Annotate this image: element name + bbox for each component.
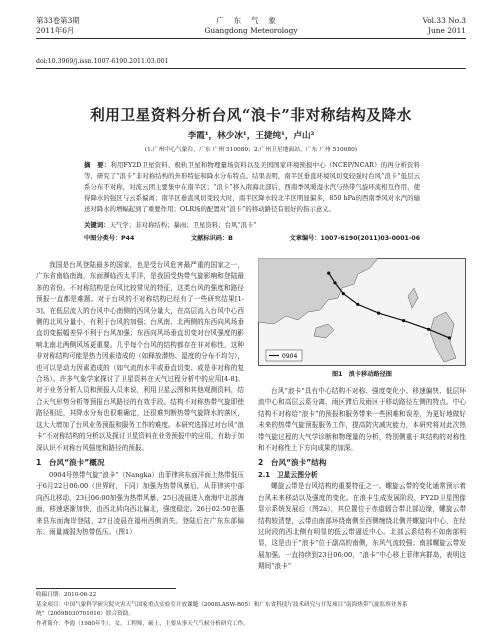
track-map [258, 258, 466, 366]
keywords-label: 关键词： [84, 221, 110, 229]
abstract [84, 160, 420, 215]
received-date: 收稿日期：2010-06-22 [36, 592, 97, 598]
document-code: 文献标识码：B [191, 235, 233, 242]
track-point [377, 312, 380, 315]
header-volume: Vol.33 No.3 June 2011 [422, 16, 466, 35]
track-point [342, 292, 345, 295]
track-point [448, 336, 451, 339]
intro-paragraph-continued: 台风“浪卡”具有中心结构不对称、强度变化小、移速偏快、低层环流中心和高层云系分离、雨区滞后及雨区于移动路径左侧的特点。中心结构不对称给“浪卡”的预报和服务带来一些困难和误差，为更好地做好未来的热带气旋预报服务工作，提高防灾减灾能力，本研究将对此次热带气旋过程的大气学诊断和物理量的分析，特别侧重于其结构的对称性和不对称性上下方向成果的加深。 [258, 387, 466, 453]
track-point [356, 303, 359, 306]
figure-caption: 图1 浪卡移动路径图 [332, 371, 392, 378]
legend-label: 0904 [282, 353, 298, 360]
header-issue: 第33卷第3期 2011年6月 [36, 16, 80, 35]
paper-authors: 李霞¹，林少冰¹，王捷纯¹，卢山² [187, 131, 315, 141]
footnote-rule [36, 588, 176, 589]
header-journal: 广东气象 Guangdong Meteorology [204, 16, 298, 35]
left-column [36, 260, 244, 538]
track-point [333, 281, 336, 284]
author-bio: 作者简介：李霞（1980年生），女，工程师，硕士，主要从事天气气候分析研究工作。 [36, 620, 249, 627]
section-2-1-paragraph: 螺旋云带是台风结构的重要特征之一。螺旋云带的变化通常预示着台风未来移动以及强度的变化。在浪卡生成发展阶段，FY2D卫星图像显示系统发展后（图2a），其位置位于赤道辐合带北部边缘，螺旋云带结构较清楚，云带由南部环绕南侧至西侧缠绕北侧并螺旋向中心，在经过时段的西北侧有明显的低云带逼近中心。北部云系结构不如南部明显，这是由于“浪卡”位于副高的南侧，东风气流较强；南部螺旋云带发展加强。一直持续到23日06:00，“浪卡”中心移上菲律宾群岛，表明这期间“浪卡” [258, 482, 466, 571]
section-2-1-heading: 2.1 卫星云图分析 [258, 471, 318, 480]
doi-rule [36, 68, 466, 69]
abstract-text: 利用FY2D卫星资料、极轨卫星和物理量场资料以及美国国家环境预报中心（NCEP/NCAR）的再分析资料等，研究了“浪卡”非对称结构的外形特征和降水分布特点。结果表明，南半区垂直环境风切变较强时台风“浪卡”低层云系分布不对称，对流云团主要集中在南半区；“浪卡”移入南海北部后，西南季风暖湿水汽与热带气旋环流相互作用，使得降水的强区与云系偏离；南半区垂直风切变较大时，南半区降水较北半区明显偏多，850 hPa的西南季风对水汽的输送对降水的增幅起到了重要作用；OLR场的配置对“浪卡”的移动路径有很好的指示意义。 [84, 161, 421, 213]
section-1-paragraph: 0904号热带气旋“浪卡”（Nangka）由菲律宾东面洋面上热带低压于6月22日06:00（世界时，下同）加强为热带风暴后，从菲律宾中部向西北移动，23日06:00加强为热带风暴，25日凌晨进入南海中北部海面，移速逐渐加快，由西北转向西北偏北，强度稳定。26日02:50在惠来县东面海岸登陆，27日凌晨在福州西侧消失。登陆后在广东东部偏东、雨量减弱为热带低压。（图1） [36, 470, 244, 536]
article-number: 文章编号：1007-6190(2011)03-0001-06 [289, 235, 420, 242]
running-header [36, 16, 466, 52]
right-column [258, 386, 466, 573]
intro-paragraph: 我国是台风登陆最多的国家，也是受台风危害最严重的国家之一，广东省南临南海，东面濒临西太平洋，是我国受热带气旋影响和登陆最多的省份。不对称结构是台风比较常见的特征，这类台风的强度和路径预报一直都是难题。对于台风的不对称结构已经有了一些研究结果[1-3]。在低层流入的台风中心南侧的西风分量大，在高层流入台风中心西侧的北风分量小，有利于台风的加强；台风南、北两侧的东西向风场垂直切变振幅差异不利于台风加强；东西向风场垂直切变对台风强度的影响北南北两侧风场更重要。几乎每个台风的结构都存在非对称性，这种非对称结构可能是热力因素造成的（如释放潜热、湿度的分布不均匀），也可以是动力因素造成的（如气流的水平或垂直切变、或是非对称的复合场）。许多气象学家探讨了卫星资料在天气过程分析中的应用[4-8]。对于业务分析人员和预报人员来说，利用卫星云图和其他观测资料，结合天气形势分析等预报台风路径的有效手段。结构不对称热带气旋即使路径相近，其降水分布也很难确定，还很难判断热带气旋降水的落区，这大大增加了台风业务预报和服务工作的难度。本研究选择过对台风“浪卡”不对称结构的分析以及探讨卫星资料在业务预报中的应用，有助于加深认识不对称台风强度和路径的预报。 [36, 261, 244, 452]
track-point [402, 319, 405, 322]
doi: doi:10.3969/j.issn.1007-6190.2011.03.001 [36, 58, 169, 65]
keywords [84, 220, 420, 231]
track-map-figure [258, 258, 466, 366]
keywords-text: 天气学；非对称结构；暴雨；卫星资料；台风“浪卡” [109, 221, 257, 229]
fund-note: 基金项目：中国气象科学研究院灾害天气国家重点实验室开放课题（2008LASW-B05）和广东省科技厅技术研究与开发项目“南海热带气旋监察业务系统”（2009B030701016）联合资助。 [36, 601, 408, 618]
footnotes [36, 591, 466, 629]
clc-number: 中图分类号：P44 [84, 235, 135, 242]
classification-line [84, 233, 420, 242]
header-rule [36, 38, 466, 39]
track-point [427, 328, 430, 331]
section-1-heading: 1 台风“浪卡”概况 [36, 457, 105, 467]
abstract-label: 摘 要： [84, 161, 111, 169]
section-2-heading: 2 台风“浪卡”结构 [258, 458, 327, 468]
track-point [327, 272, 330, 275]
paper-affiliation: (1.广州中心气象台，广东 广州 510080；2.广州卫星地面站，广东 广州 510080) [144, 147, 358, 153]
paper-title: 利用卫星资料分析台风“浪卡”非对称结构及降水 [90, 107, 412, 124]
